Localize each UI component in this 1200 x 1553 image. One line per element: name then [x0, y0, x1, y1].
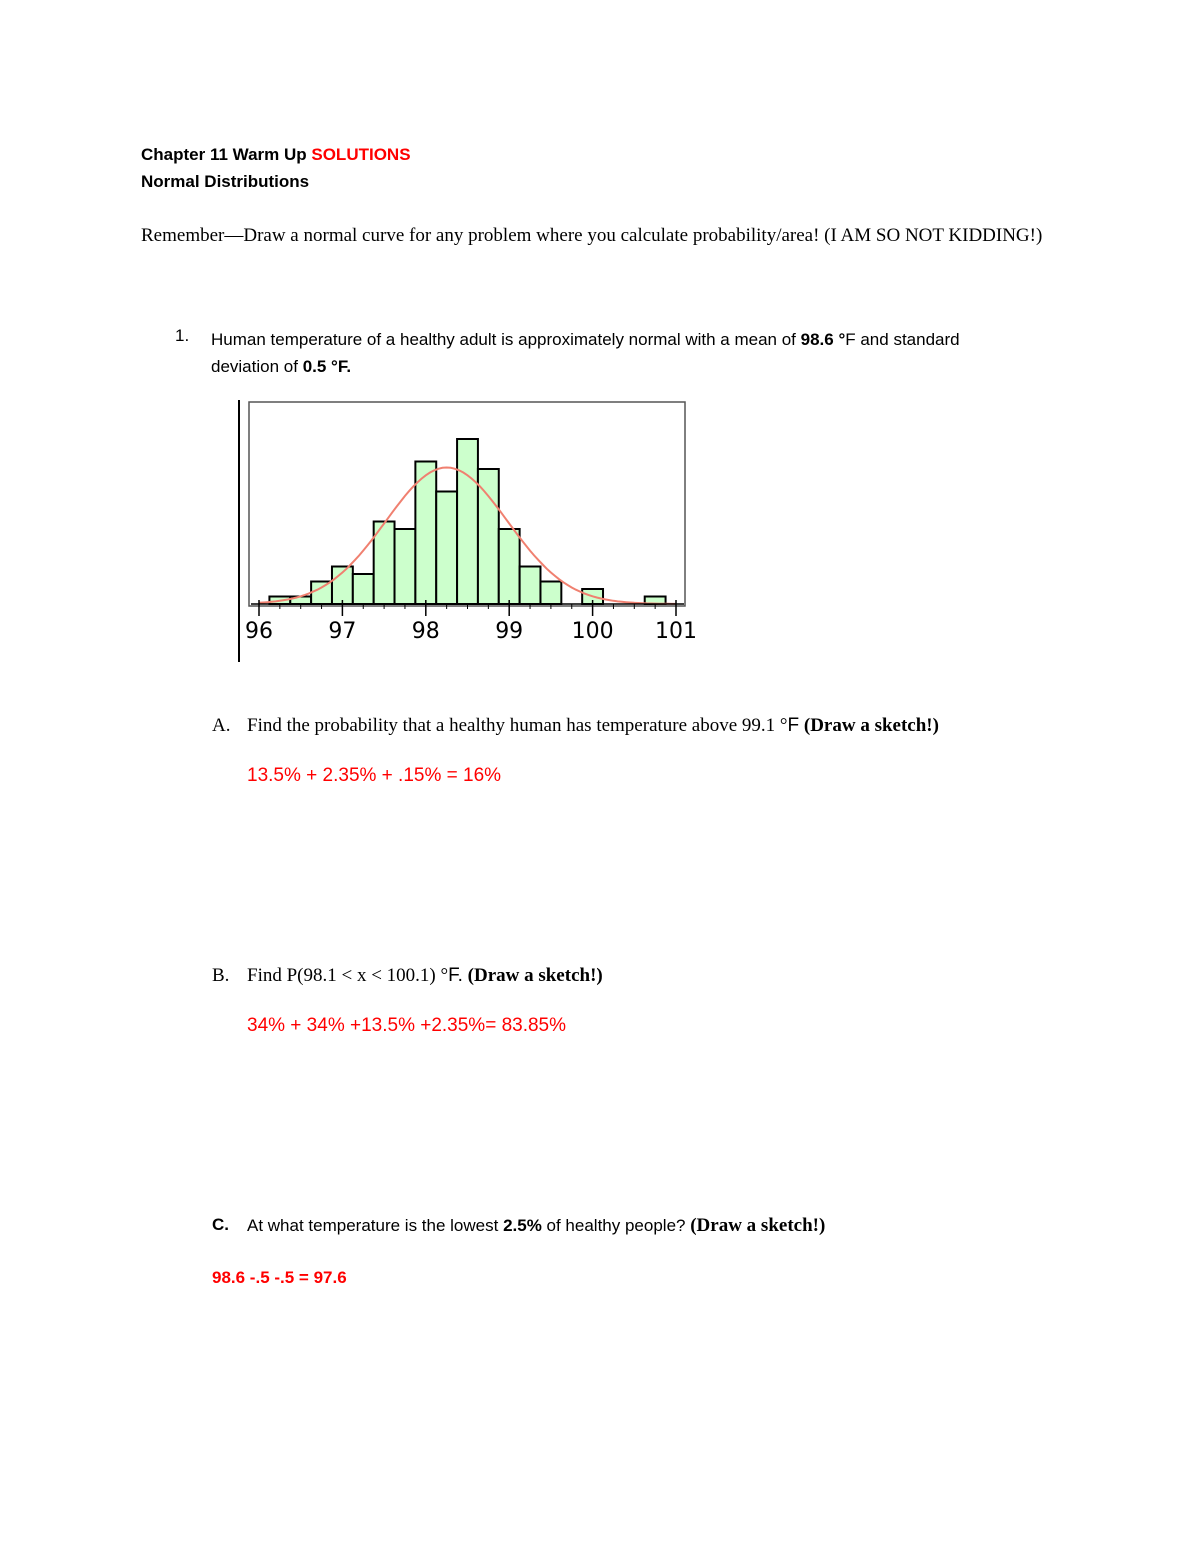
- title-solutions: SOLUTIONS: [311, 145, 411, 164]
- question-1-text: [211, 326, 1031, 380]
- histogram-bar-8: [436, 492, 457, 605]
- part-c-sketch: (Draw a sketch!): [690, 1215, 826, 1236]
- part-a-unit: F: [787, 715, 800, 736]
- remember-note: Remember—Draw a normal curve for any problem where you calculate probability/area! (I AM SO NOT KIDDING!): [141, 225, 1043, 246]
- part-a-letter: A.: [212, 715, 231, 736]
- histogram-bar-7: [415, 462, 436, 605]
- part-b-sketch: (Draw a sketch!): [467, 965, 603, 986]
- title-text: Chapter 11 Warm Up: [141, 145, 307, 164]
- part-b-unit: F.: [448, 965, 463, 986]
- part-a-text: Find the probability that a healthy human has temperature above 99.1 °: [247, 715, 788, 736]
- histogram-bar-6: [395, 529, 416, 604]
- page-subtitle: Normal Distributions: [141, 172, 310, 191]
- page-title: [141, 145, 411, 165]
- q1-sd: 0.5 °F.: [302, 357, 352, 376]
- histogram-bar-11: [499, 529, 520, 604]
- histogram-bars: [269, 439, 665, 604]
- histogram-bar-12: [520, 567, 541, 605]
- histogram-bar-13: [540, 582, 561, 605]
- q1-text-mid: F and standard deviation of: [211, 330, 960, 376]
- x-tick-label-100: 100: [571, 619, 614, 644]
- part-c-letter: C.: [212, 1215, 229, 1234]
- part-a-answer: 13.5% + 2.35% + .15% = 16%: [247, 765, 502, 786]
- part-c-text-post: of healthy people?: [541, 1216, 691, 1235]
- part-b-letter: B.: [212, 965, 230, 986]
- part-c-answer: 98.6 -.5 -.5 = 97.6: [212, 1268, 347, 1287]
- part-a-sketch: (Draw a sketch!): [803, 715, 939, 736]
- question-number: 1.: [175, 326, 190, 345]
- part-c-text-pre: At what temperature is the lowest: [247, 1216, 504, 1235]
- x-tick-label-99: 99: [495, 619, 524, 644]
- x-tick-label-97: 97: [328, 619, 357, 644]
- x-tick-label-101: 101: [655, 619, 697, 644]
- temperature-histogram: [235, 396, 700, 666]
- part-a-question: [247, 715, 939, 737]
- histogram-bar-9: [457, 439, 478, 604]
- q1-text-pre: Human temperature of a healthy adult is approximately normal with a mean of: [211, 330, 801, 349]
- part-c-pct: 2.5%: [503, 1216, 542, 1235]
- part-b-answer: 34% + 34% +13.5% +2.35%= 83.85%: [247, 1015, 567, 1036]
- part-b-question: [247, 965, 603, 987]
- histogram-bar-2: [311, 582, 332, 605]
- q1-mean: 98.6 °: [800, 330, 846, 349]
- part-c-question: [247, 1215, 825, 1237]
- x-tick-label-98: 98: [411, 619, 440, 644]
- part-b-text: Find P(98.1 < x < 100.1) °: [247, 965, 449, 986]
- histogram-bar-10: [478, 469, 499, 604]
- histogram-bar-4: [353, 574, 374, 604]
- x-tick-label-96: 96: [245, 619, 273, 644]
